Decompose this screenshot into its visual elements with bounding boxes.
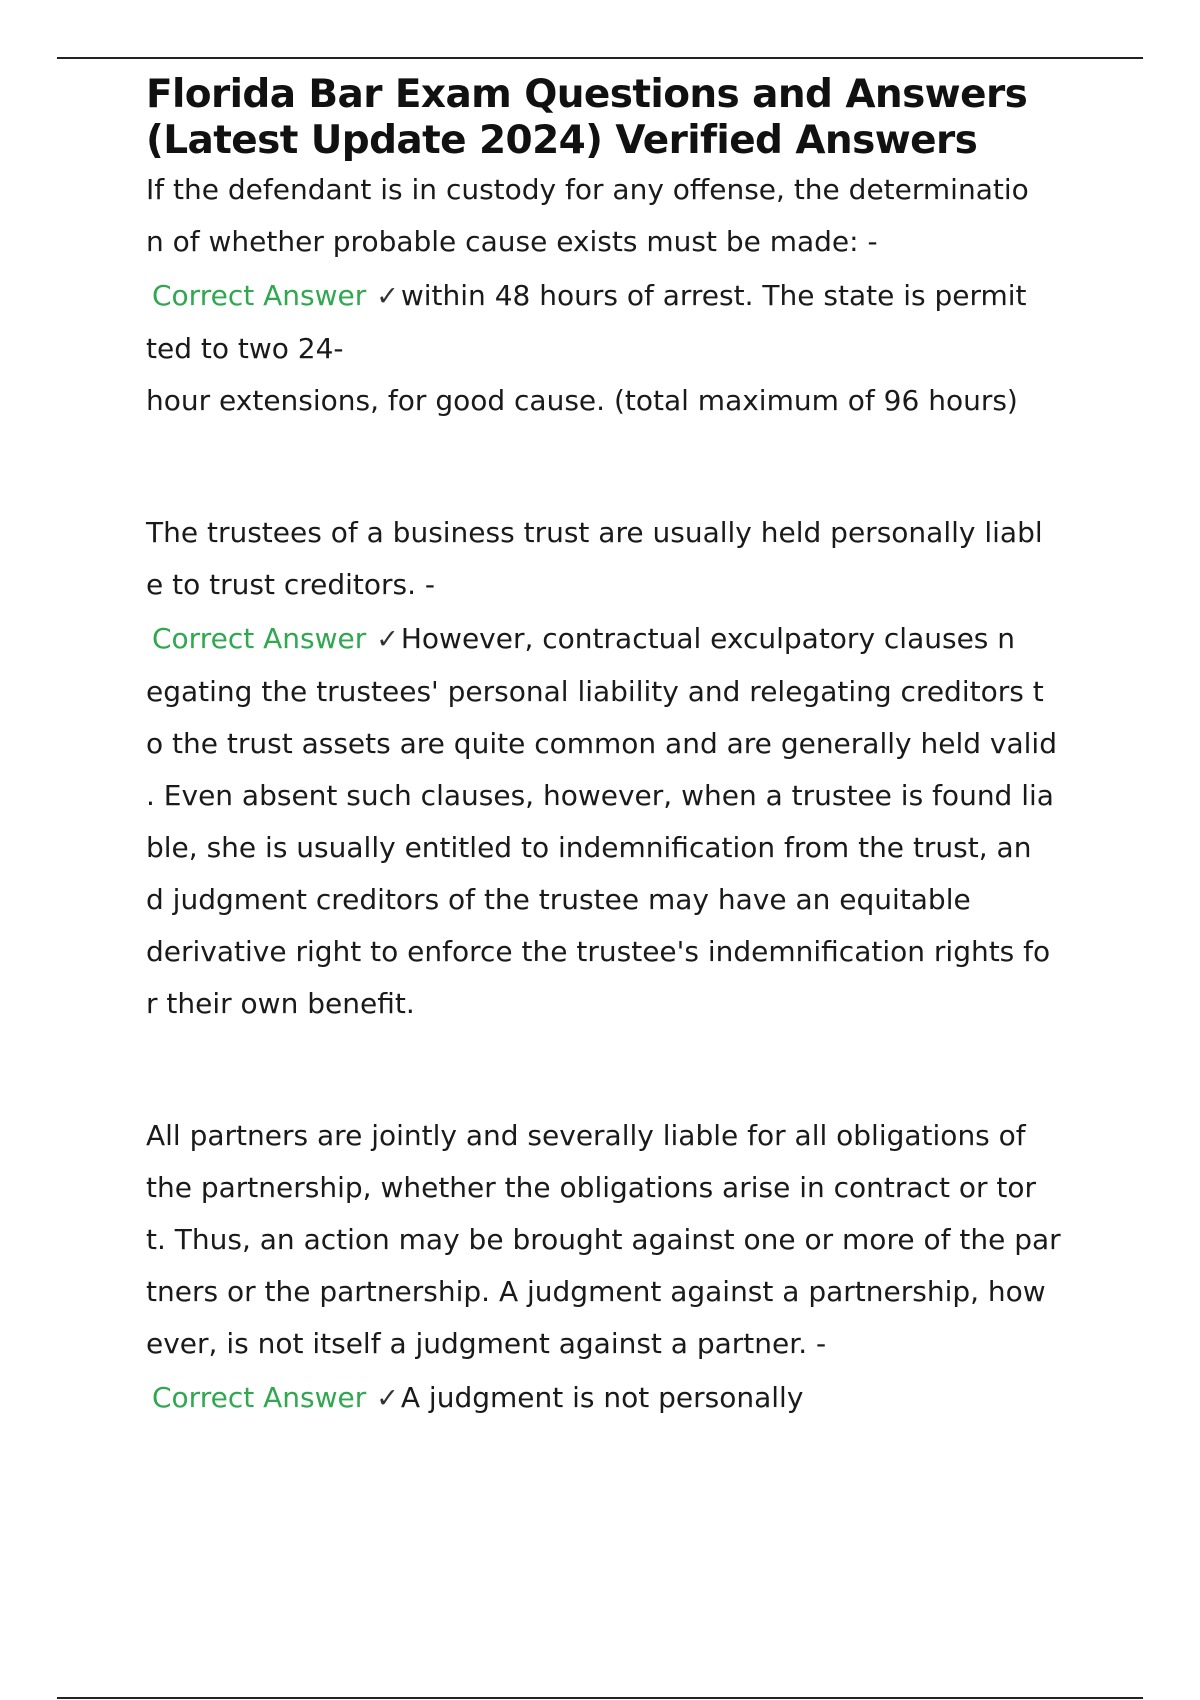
- answer-1: [146, 270, 1096, 427]
- answer-line: egating the trustees' personal liability and relegating creditors t: [146, 675, 1044, 708]
- spacer: [146, 1030, 1096, 1110]
- document-page: [146, 72, 1096, 1425]
- top-rule: [57, 57, 1143, 59]
- question-3: [146, 1110, 1096, 1370]
- answer-line: derivative right to enforce the trustee's indemnification rights fo: [146, 935, 1051, 968]
- question-1: [146, 164, 1096, 268]
- correct-answer-label: Correct Answer: [152, 279, 367, 312]
- question-line: The trustees of a business trust are usually held personally liabl: [146, 516, 1043, 549]
- question-line: ever, is not itself a judgment against a partner. -: [146, 1327, 827, 1360]
- check-icon: ✓: [376, 624, 399, 655]
- qa-item-3: [146, 1110, 1096, 1425]
- correct-answer-label: Correct Answer: [152, 622, 367, 655]
- check-icon: ✓: [376, 1383, 399, 1414]
- answer-text: However, contractual exculpatory clauses n: [400, 622, 1016, 655]
- question-line: tners or the partnership. A judgment against a partnership, how: [146, 1275, 1046, 1308]
- answer-2: [146, 613, 1096, 1030]
- answer-line-first: [146, 1372, 1096, 1425]
- document-title: [146, 72, 1096, 164]
- question-2: [146, 507, 1096, 611]
- spacer: [146, 427, 1096, 507]
- answer-line: . Even absent such clauses, however, when a trustee is found lia: [146, 779, 1054, 812]
- answer-3: [146, 1372, 1096, 1425]
- question-line: If the defendant is in custody for any offense, the determinatio: [146, 173, 1029, 206]
- question-line: All partners are jointly and severally liable for all obligations of: [146, 1119, 1026, 1152]
- qa-item-1: [146, 164, 1096, 427]
- question-line: t. Thus, an action may be brought against one or more of the par: [146, 1223, 1061, 1256]
- answer-line-first: [146, 613, 1096, 666]
- answer-line: o the trust assets are quite common and are generally held valid: [146, 727, 1057, 760]
- answer-line: r their own benefit.: [146, 987, 415, 1020]
- bottom-rule: [57, 1697, 1143, 1699]
- answer-line: ted to two 24-: [146, 332, 344, 365]
- answer-line: hour extensions, for good cause. (total maximum of 96 hours): [146, 384, 1018, 417]
- question-line: n of whether probable cause exists must be made: -: [146, 225, 878, 258]
- question-line: the partnership, whether the obligations arise in contract or tor: [146, 1171, 1036, 1204]
- question-line: e to trust creditors. -: [146, 568, 436, 601]
- title-line-2: (Latest Update 2024) Verified Answers: [146, 118, 978, 163]
- qa-item-2: [146, 507, 1096, 1030]
- correct-answer-label: Correct Answer: [152, 1381, 367, 1414]
- check-icon: ✓: [376, 281, 399, 312]
- title-line-1: Florida Bar Exam Questions and Answers: [146, 72, 1028, 117]
- answer-line: d judgment creditors of the trustee may have an equitable: [146, 883, 971, 916]
- answer-text: A judgment is not personally: [400, 1381, 804, 1414]
- answer-text: within 48 hours of arrest. The state is permit: [400, 279, 1027, 312]
- answer-line: ble, she is usually entitled to indemnification from the trust, an: [146, 831, 1032, 864]
- answer-line-first: [146, 270, 1096, 323]
